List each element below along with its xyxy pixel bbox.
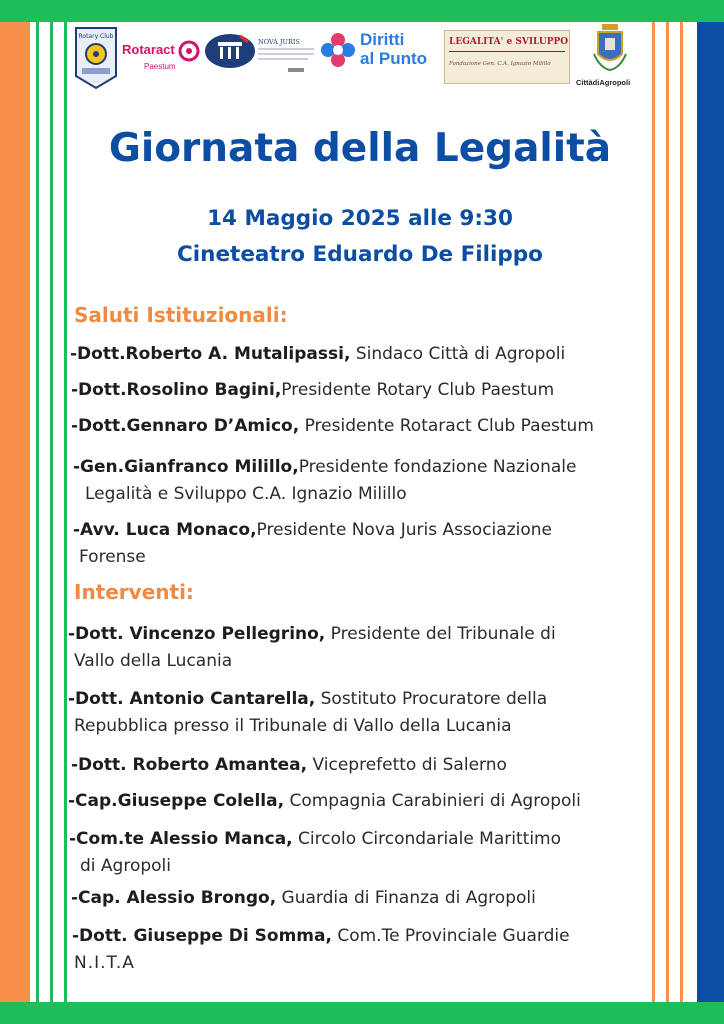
page-title: Giornata della Legalità: [108, 126, 612, 171]
speaker-name: -Dott. Antonio Cantarella,: [68, 689, 316, 709]
speaker-role: Viceprefetto di Salerno: [307, 755, 507, 775]
speaker-name: -Cap.Giuseppe Colella,: [68, 791, 285, 811]
left-orange-band: [0, 22, 30, 1002]
speaker-name: -Dott. Roberto Amantea,: [71, 755, 308, 775]
top-green-border: [0, 0, 724, 22]
interventi-item: [68, 788, 648, 815]
saluti-item: [73, 454, 653, 508]
right-orange-stripe: [666, 22, 669, 1002]
saluti-item: [71, 377, 651, 404]
speaker-name: -Dott.Roberto A. Mutalipassi,: [70, 344, 351, 364]
interventi-heading: Interventi:: [74, 580, 194, 604]
diritti-al-punto-logo: Diritti al Punto: [360, 30, 428, 68]
speaker-role: Sostituto Procuratore della: [315, 689, 548, 709]
event-venue: Cineteatro Eduardo De Filippo: [177, 242, 543, 267]
legalita-e-sviluppo-logo: LEGALITA' e SVILUPPO Fondazione Gen. C.A. Ignazio Milillo: [444, 30, 570, 84]
interventi-item: [68, 686, 648, 740]
interventi-item: [72, 923, 652, 977]
speaker-name: -Dott. Giuseppe Di Somma,: [72, 926, 332, 946]
speaker-name: -Dott. Vincenzo Pellegrino,: [68, 624, 326, 644]
speaker-name: -Cap. Alessio Brongo,: [71, 888, 277, 908]
speaker-role-continued: Forense: [79, 547, 146, 567]
speaker-name: -Avv. Luca Monaco,: [73, 520, 257, 540]
speaker-role: Sindaco Città di Agropoli: [350, 344, 566, 364]
speaker-role-continued: Legalità e Sviluppo C.A. Ignazio Milillo: [85, 484, 407, 504]
left-green-stripe: [50, 22, 53, 1002]
citta-di-agropoli-label: CittàdiAgropoli: [576, 78, 631, 87]
speaker-role: Presidente fondazione Nazionale: [298, 457, 577, 477]
speaker-role: Presidente Nova Juris Associazione: [256, 520, 552, 540]
speaker-role: Guardia di Finanza di Agropoli: [276, 888, 536, 908]
rotaract-wheel-icon: [178, 40, 200, 62]
right-blue-band: [697, 22, 724, 1002]
right-orange-stripe: [652, 22, 655, 1002]
speaker-role: Presidente Rotary Club Paestum: [281, 380, 555, 400]
speaker-name: -Dott.Rosolino Bagini,: [71, 380, 282, 400]
agropoli-coat-of-arms-icon: [592, 24, 628, 72]
speaker-role: Presidente Rotaract Club Paestum: [299, 416, 594, 436]
speaker-role-continued: N.I.T.A: [74, 953, 135, 973]
event-date: 14 Maggio 2025 alle 9:30: [207, 206, 513, 231]
bottom-green-border: [0, 1002, 724, 1024]
left-green-stripe: [64, 22, 67, 1002]
saluti-item: [71, 413, 651, 440]
saluti-heading: Saluti Istituzionali:: [74, 303, 288, 327]
rotaract-logo: Rotaract Paestum: [122, 40, 202, 80]
interventi-item: [69, 826, 649, 880]
speaker-role: Presidente del Tribunale di: [325, 624, 556, 644]
speaker-role-continued: Repubblica presso il Tribunale di Vallo della Lucania: [74, 716, 512, 736]
left-green-stripe: [36, 22, 39, 1002]
rotary-club-logo: [74, 26, 118, 90]
speaker-name: -Com.te Alessio Manca,: [69, 829, 293, 849]
nj-emblem-logo: [204, 32, 256, 70]
speaker-role: Circolo Circondariale Marittimo: [292, 829, 561, 849]
speaker-role: Com.Te Provinciale Guardie: [331, 926, 570, 946]
svg-text:Rotary Club: Rotary Club: [78, 33, 114, 40]
interventi-item: [71, 752, 651, 779]
saluti-item: [70, 341, 650, 368]
speaker-role-continued: di Agropoli: [80, 856, 171, 876]
interventi-item: [68, 621, 648, 675]
right-orange-stripe: [680, 22, 683, 1002]
sponsor-logos: [70, 24, 650, 94]
nova-juris-logo: NOVA JURIS: [258, 38, 318, 78]
speaker-name: -Gen.Gianfranco Milillo,: [73, 457, 299, 477]
speaker-role: Compagnia Carabinieri di Agropoli: [284, 791, 581, 811]
speaker-role-continued: Vallo della Lucania: [74, 651, 233, 671]
interventi-item: [71, 885, 651, 912]
speaker-name: -Dott.Gennaro D’Amico,: [71, 416, 300, 436]
diritti-al-punto-flower-icon: [320, 32, 356, 68]
saluti-item: [73, 517, 653, 571]
